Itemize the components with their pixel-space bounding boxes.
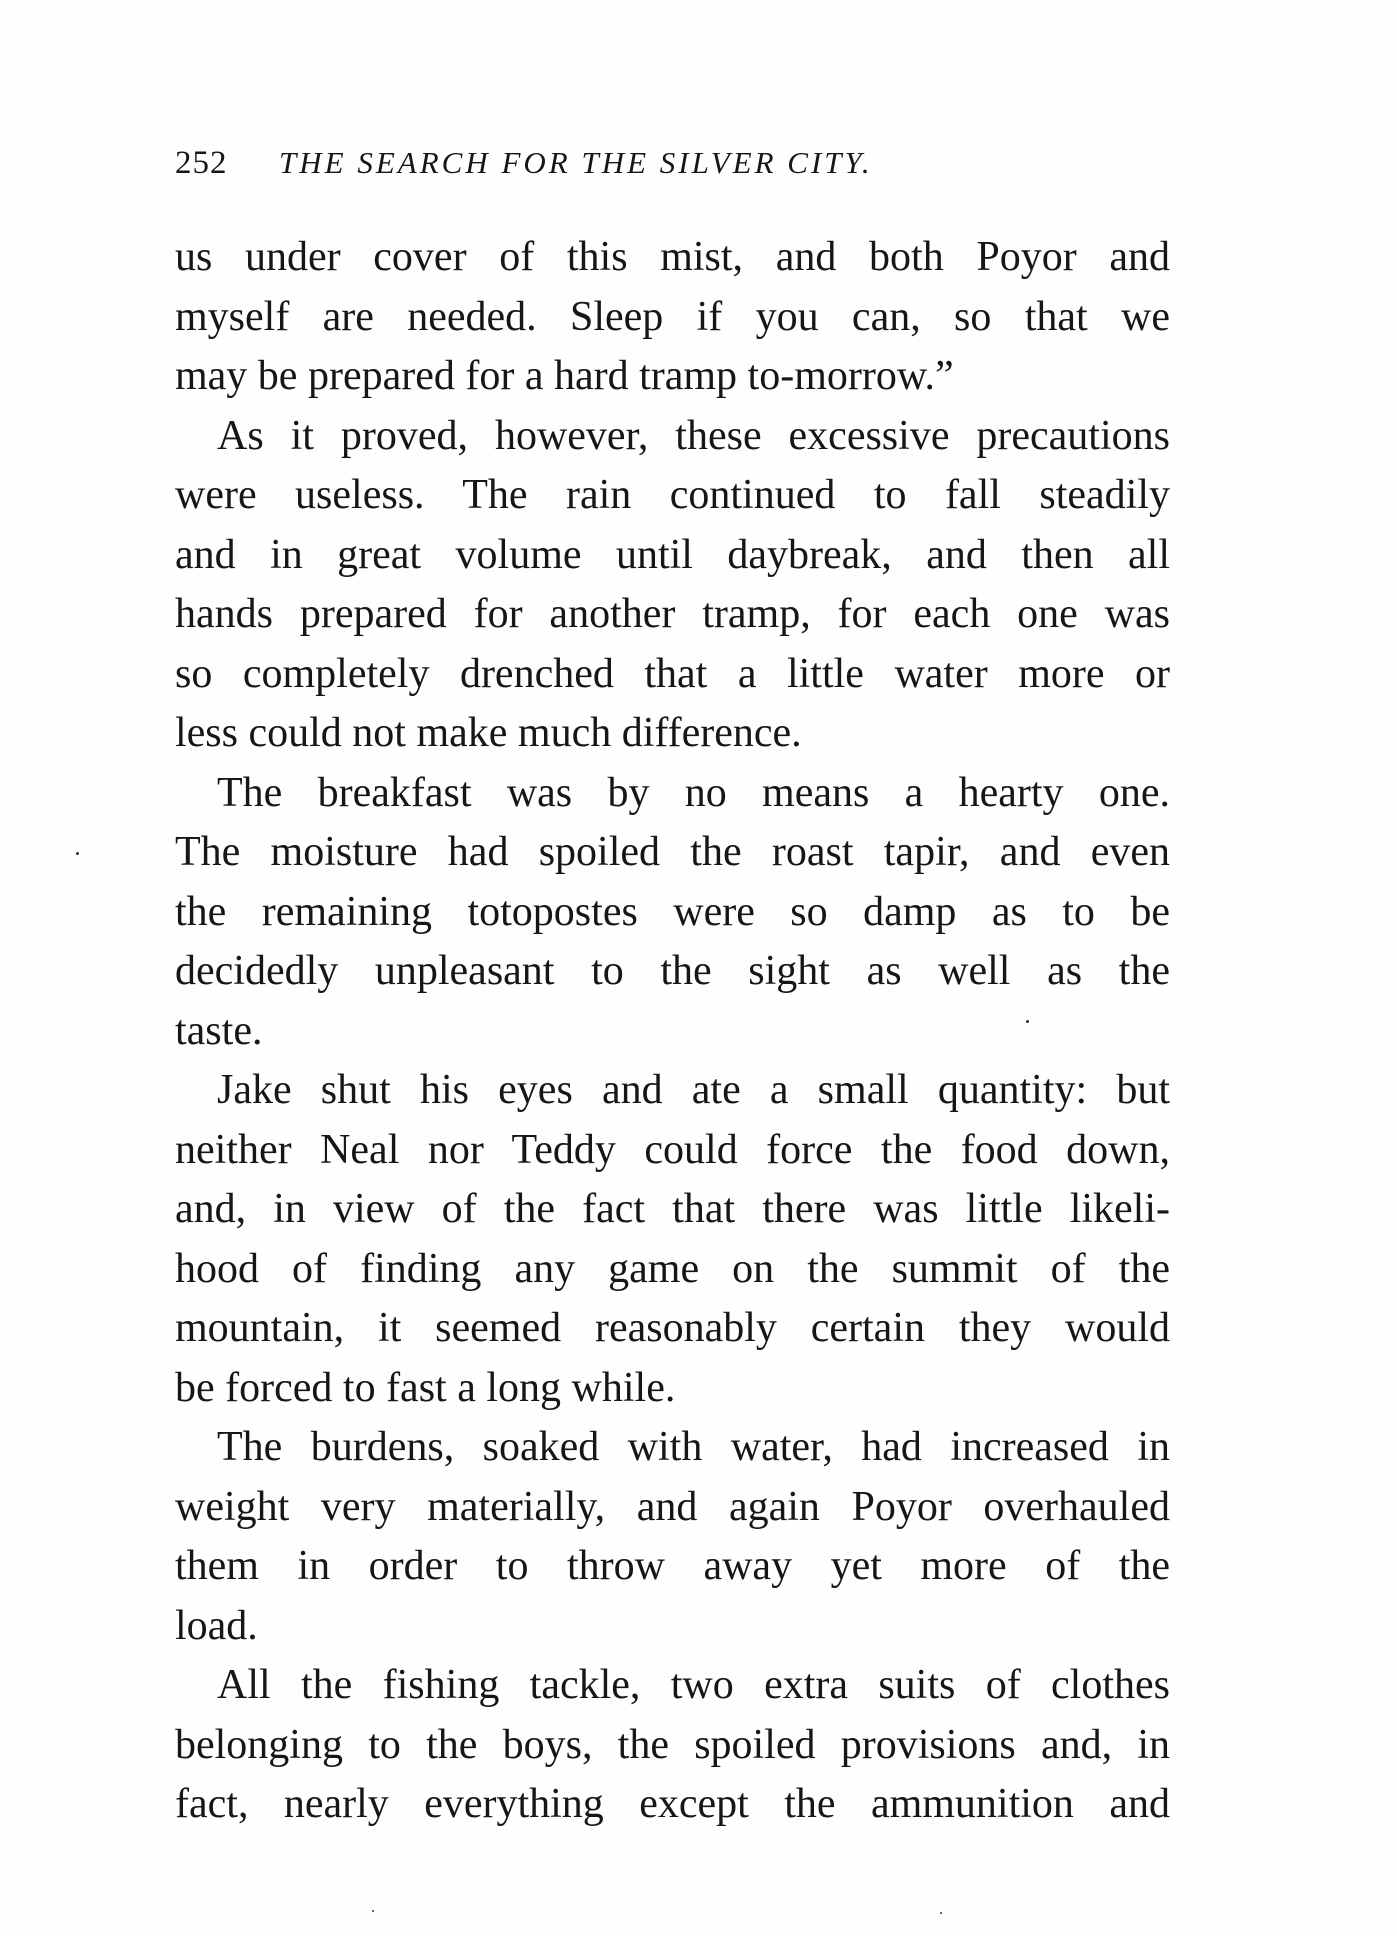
text-line: The burdens, soaked with water, had increased in bbox=[217, 1424, 1170, 1470]
text-line: Jake shut his eyes and ate a small quantity: but bbox=[217, 1067, 1170, 1113]
text-line: The breakfast was by no means a hearty one. bbox=[217, 769, 1170, 816]
text-line: load. bbox=[175, 1602, 258, 1649]
text-line: mountain, it seemed reasonably certain they would bbox=[175, 1305, 1170, 1351]
scan-speck bbox=[940, 1912, 942, 1914]
text-line: fact, nearly everything except the ammunition and bbox=[175, 1781, 1170, 1827]
body-text bbox=[175, 228, 1170, 1835]
text-line: weight very materially, and again Poyor overhauled bbox=[175, 1483, 1170, 1530]
page-number: 252 bbox=[175, 145, 228, 181]
text-line: All the fishing tackle, two extra suits of clothes bbox=[217, 1662, 1170, 1708]
text-line: us under cover of this mist, and both Poyor and bbox=[175, 234, 1170, 280]
text-line: neither Neal nor Teddy could force the food down, bbox=[175, 1126, 1170, 1173]
text-line: belonging to the boys, the spoiled provisions and, in bbox=[175, 1721, 1170, 1768]
text-line: may be prepared for a hard tramp to-morrow.” bbox=[175, 353, 954, 399]
running-title: THE SEARCH FOR THE SILVER CITY. bbox=[279, 145, 873, 180]
scan-speck bbox=[1026, 1020, 1029, 1023]
text-line: myself are needed. Sleep if you can, so that we bbox=[175, 293, 1170, 340]
page-header bbox=[175, 140, 1175, 186]
text-line: hood of finding any game on the summit of the bbox=[175, 1245, 1170, 1292]
scan-speck bbox=[76, 852, 79, 855]
text-line: The moisture had spoiled the roast tapir, and even bbox=[175, 829, 1170, 875]
text-line: taste. bbox=[175, 1007, 263, 1054]
text-line: hands prepared for another tramp, for each one was bbox=[175, 591, 1170, 637]
text-line: them in order to throw away yet more of the bbox=[175, 1543, 1170, 1589]
text-line: and in great volume until daybreak, and then all bbox=[175, 531, 1170, 578]
text-line: less could not make much difference. bbox=[175, 710, 802, 756]
text-line: so completely drenched that a little water more or bbox=[175, 650, 1170, 697]
text-line: be forced to fast a long while. bbox=[175, 1364, 676, 1411]
text-line: the remaining totopostes were so damp as to be bbox=[175, 888, 1170, 935]
scan-speck bbox=[372, 1910, 374, 1912]
text-line: and, in view of the fact that there was little likeli- bbox=[175, 1186, 1170, 1232]
text-line: decidedly unpleasant to the sight as well as the bbox=[175, 948, 1170, 994]
text-line: were useless. The rain continued to fall steadily bbox=[175, 472, 1170, 518]
text-line: As it proved, however, these excessive precautions bbox=[217, 412, 1170, 459]
